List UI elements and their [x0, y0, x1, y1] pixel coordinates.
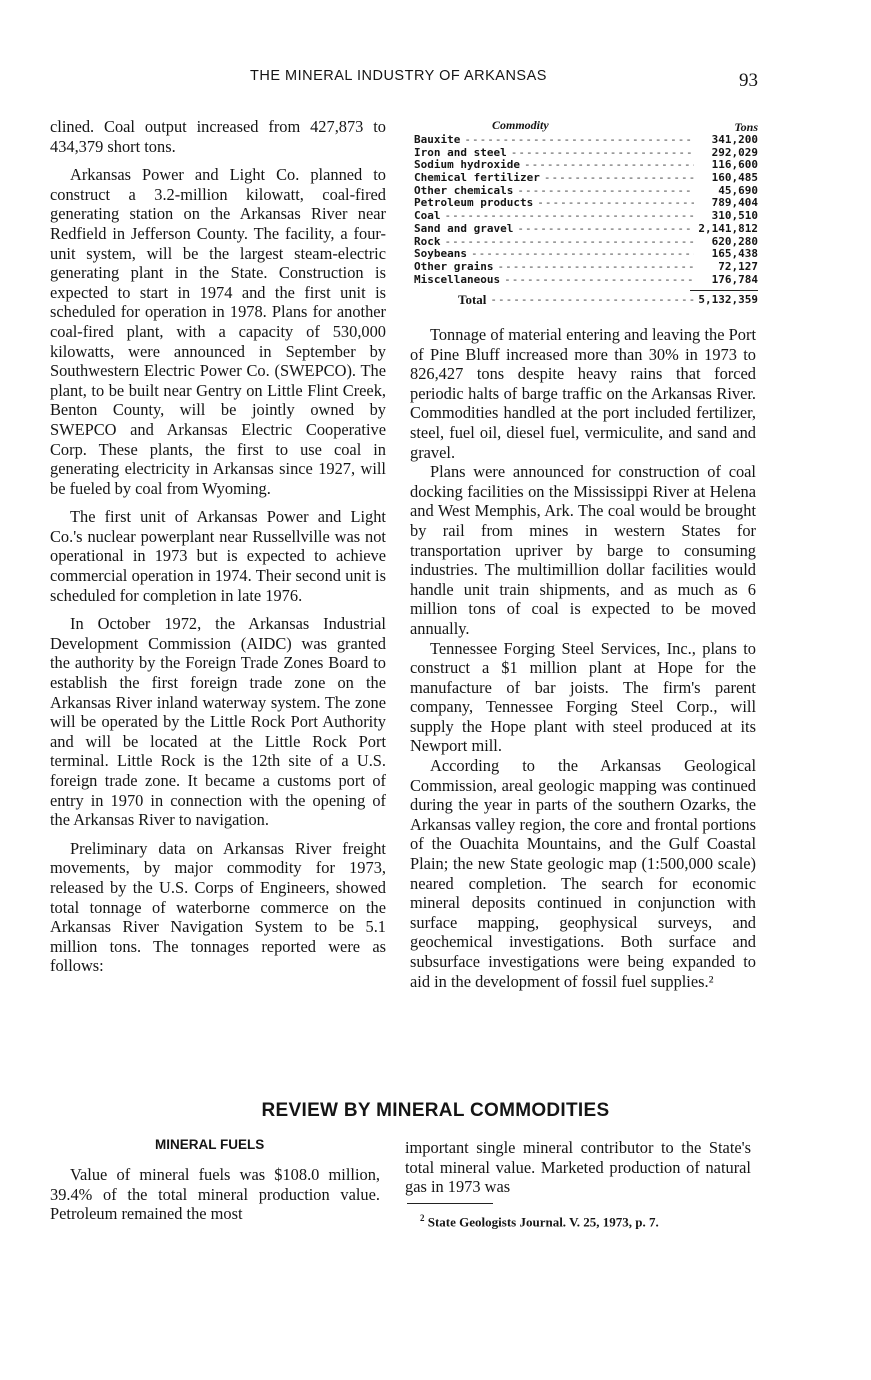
footnote-marker: 2: [420, 1213, 425, 1223]
commodity-tons: 160,485: [711, 172, 758, 185]
paragraph: Preliminary data on Arkansas River freight movements, by major commodity for 1973, released by the U.S. Corps of Engineers, showed total tonnage of waterborne commerce on the Arkansas River Navigation System to be 5.1 million tons. The tonnages reported were as follows:: [50, 838, 386, 976]
paragraph: The first unit of Arkansas Power and Light Co.'s nuclear powerplant near Russellville was not operational in 1973 but is expected to achieve commercial operation in 1974. Their second unit is scheduled for completion in late 1976.: [50, 507, 386, 605]
paragraph: Value of mineral fuels was $108.0 million, 39.4% of the total mineral production value. Petroleum remained the most: [50, 1165, 380, 1224]
paragraph: Plans were announced for construction of coal docking facilities on the Mississippi River at Helena and West Memphis, Ark. The coal would be brought by rail from mines in western States for transportation upriver by barge to consuming industries. The multimillion dollar facilities would handle unit train shipments, and as much as 6 million tons of coal is expected to be moved annually.: [410, 462, 756, 638]
paragraph: Tonnage of material entering and leaving the Port of Pine Bluff increased more than 30% in 1973 to 826,427 tons despite heavy rains that forced periodic halts of barge traffic on the Arkansas River. Commodities handled at the port included fertilizer, steel, fuel oil, diesel fuel, vermiculite, and sand and gravel.: [410, 325, 756, 462]
table-row: [414, 210, 758, 223]
paragraph: Arkansas Power and Light Co. planned to construct a 3.2-million kilowatt, coal-fired generating station on the Arkansas River near Redfield in Jefferson County. The facility, a four-unit system, will be the largest steam-electric generating plant in the State. Construction is expected to start in 1974 and the first unit is scheduled for operation in 1978. Plans for another coal-fired plant, with a capacity of 530,000 kilowatts, were announced in September by Southwestern Electric Power Co. (SWEPCO). The plant, to be built near Gentry on Little Flint Creek, Benton County, will be jointly owned by SWEPCO and Arkansas Electric Cooperative Corp. These plants, the first to use coal in generating electricity in Arkansas since 1927, will be fueled by coal from Wyoming.: [50, 165, 386, 498]
running-title: THE MINERAL INDUSTRY OF ARKANSAS: [250, 68, 547, 84]
commodity-tons: 620,280: [711, 235, 758, 248]
commodity-name: Rock: [414, 235, 441, 248]
footnote-text: State Geologists Journal. V. 25, 1973, p. 7.: [424, 1214, 659, 1230]
header-tons: Tons: [734, 120, 758, 134]
commodity-name: Iron and steel: [414, 146, 507, 159]
right-column: [410, 325, 756, 991]
paragraph: Tennessee Forging Steel Services, Inc., plans to construct a $1 million plant at Hope for the manufacture of bar joists. The firm's parent company, Tennessee Forging Steel Corp., will supply the Hope plant with steel produced at its Newport mill.: [410, 638, 756, 756]
table-row: [414, 159, 758, 172]
footnote: [420, 1213, 659, 1230]
commodity-name: Coal: [414, 210, 441, 223]
table-row: [414, 248, 758, 261]
footnote-rule: [407, 1203, 493, 1204]
paragraph: In October 1972, the Arkansas Industrial Development Commission (AIDC) was granted the authority by the Foreign Trade Zones Board to establish the first foreign trade zone on the Arkansas River inland waterway system. The zone will be operated by the Little Rock Port Authority and will be located at the Little Rock Port terminal. Little Rock is the 12th site of a U.S. foreign trade zone. It became a customs port of entry in 1970 in connection with the opening of the Arkansas River to navigation.: [50, 614, 386, 830]
section-heading: REVIEW BY MINERAL COMMODITIES: [261, 1100, 610, 1121]
bottom-right-column: [405, 1138, 751, 1197]
table-row: [414, 185, 758, 198]
commodity-name: Miscellaneous: [414, 273, 501, 286]
table-row: [414, 274, 758, 287]
page-header: [0, 66, 871, 94]
table-row: [414, 261, 758, 274]
paragraph: clined. Coal output increased from 427,873 to 434,379 short tons.: [50, 117, 386, 156]
commodity-tons: 116,600: [711, 159, 758, 172]
commodity-tons: 2,141,812: [698, 222, 758, 235]
page-number: 93: [739, 70, 758, 91]
bottom-left-column: [50, 1165, 380, 1224]
paragraph: According to the Arkansas Geological Commission, areal geologic mapping was continued during the year in parts of the southern Ozarks, the Arkansas valley region, the core and frontal portions of the Ouachita Mountains, and the Gulf Coastal Plain; the new State geologic map (1:500,000 scale) neared completion. The search for economic mineral deposits continued in conjunction with surface mapping, geophysical surveys, and geochemical investigations. Both surface and subsurface investigations were being expanded to aid in the development of fossil fuel supplies.²: [410, 756, 756, 991]
commodity-tons: 341,200: [711, 134, 758, 146]
table-row: [414, 197, 758, 210]
commodity-tons: 72,127: [718, 260, 758, 273]
total-value: 5,132,359: [698, 294, 758, 307]
commodity-name: Other chemicals: [414, 184, 514, 197]
table-row: [414, 147, 758, 160]
table-total-row: [414, 294, 758, 307]
commodity-name: Petroleum products: [414, 197, 534, 210]
header-commodity: Commodity: [492, 118, 549, 132]
commodity-table: [414, 118, 758, 307]
table-row: [414, 223, 758, 236]
commodity-name: Soybeans: [414, 248, 467, 261]
table-row: [414, 172, 758, 185]
commodity-name: Sand and gravel: [414, 222, 514, 235]
commodity-name: Chemical fertilizer: [414, 172, 540, 185]
commodity-tons: 789,404: [711, 197, 758, 210]
left-column: [50, 117, 386, 976]
table-header: [414, 118, 758, 134]
table-row: [414, 134, 758, 147]
paragraph: important single mineral contributor to the State's total mineral value. Marketed production of natural gas in 1973 was: [405, 1138, 751, 1197]
commodity-name: Other grains: [414, 260, 494, 273]
commodity-name: Bauxite: [414, 134, 461, 146]
total-label: Total: [458, 294, 487, 307]
table-row: [414, 236, 758, 249]
commodity-tons: 292,029: [711, 146, 758, 159]
commodity-name: Sodium hydroxide: [414, 159, 520, 172]
commodity-tons: 165,438: [711, 248, 758, 261]
commodity-tons: 45,690: [718, 184, 758, 197]
sub-heading: MINERAL FUELS: [155, 1137, 265, 1152]
commodity-tons: 310,510: [711, 210, 758, 223]
commodity-tons: 176,784: [711, 273, 758, 286]
total-rule: [690, 290, 758, 291]
